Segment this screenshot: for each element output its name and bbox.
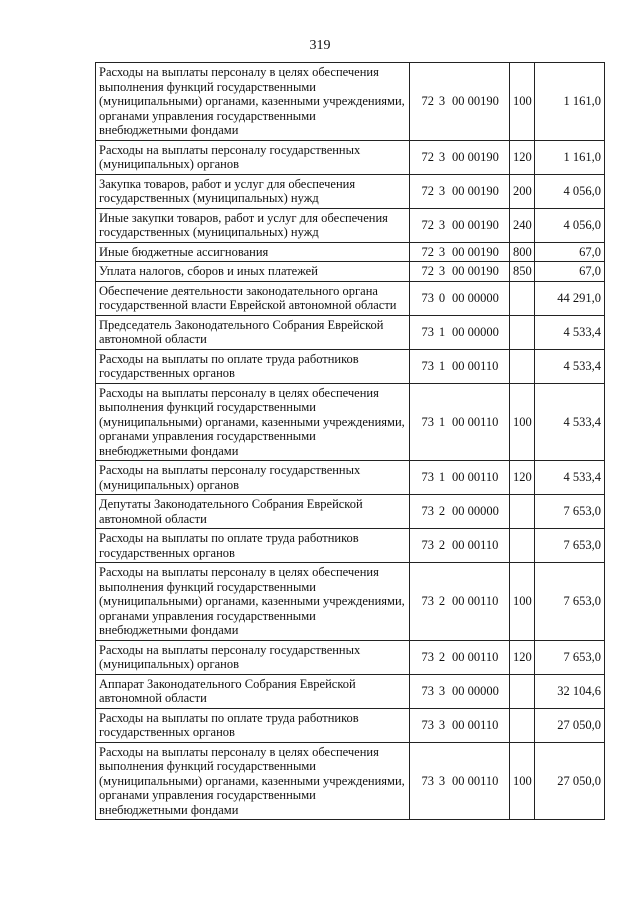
program-code: 73: [421, 649, 434, 664]
expense-type-cell: 100: [510, 63, 535, 141]
program-code: 72: [421, 264, 434, 278]
expense-type-cell: [510, 495, 535, 529]
subprogram-code: 2: [438, 504, 446, 519]
program-code: 72: [421, 183, 434, 198]
target-article-code-cell: [410, 174, 510, 208]
amount-cell: 7 653,0: [535, 640, 605, 674]
expense-type-cell: [510, 315, 535, 349]
expense-type-cell: 120: [510, 461, 535, 495]
program-code: 73: [421, 773, 434, 788]
expense-name-cell: Расходы на выплаты персоналу в целях обеспечения выполнения функций государственными (муниципальными) органами, казенными учреждениями, органами управления государственными внебюджетными фондами: [96, 563, 410, 641]
target-article-code-cell: [410, 674, 510, 708]
amount-cell: 4 533,4: [535, 461, 605, 495]
subprogram-code: 1: [438, 324, 446, 339]
table-row: [96, 208, 605, 242]
table-row: [96, 529, 605, 563]
target-article-code-cell: [410, 140, 510, 174]
expense-type-cell: 240: [510, 208, 535, 242]
amount-cell: 4 056,0: [535, 208, 605, 242]
target-article-code-cell: [410, 208, 510, 242]
amount-cell: 4 533,4: [535, 315, 605, 349]
program-code: 73: [421, 504, 434, 519]
target-article-code-cell: [410, 242, 510, 262]
table-row: [96, 281, 605, 315]
table-row: [96, 383, 605, 461]
expense-type-cell: 800: [510, 242, 535, 262]
subprogram-code: 3: [438, 264, 446, 278]
direction-code: 00 00110: [452, 717, 499, 732]
subprogram-code: 1: [438, 414, 446, 429]
table-row: [96, 349, 605, 383]
expense-type-cell: 200: [510, 174, 535, 208]
target-article-code-cell: [410, 262, 510, 282]
expense-type-cell: 120: [510, 140, 535, 174]
expense-type-cell: [510, 529, 535, 563]
program-code: 72: [421, 217, 434, 232]
direction-code: 00 00000: [452, 324, 499, 339]
table-row: [96, 63, 605, 141]
direction-code: 00 00000: [452, 683, 499, 698]
expense-type-cell: [510, 708, 535, 742]
amount-cell: 1 161,0: [535, 140, 605, 174]
expense-type-cell: [510, 281, 535, 315]
expense-type-cell: 100: [510, 742, 535, 820]
page-number: 319: [309, 38, 331, 53]
program-code: 72: [421, 94, 434, 108]
target-article-code-cell: [410, 383, 510, 461]
expense-name-cell: Расходы на выплаты персоналу государственных (муниципальных) органов: [96, 640, 410, 674]
amount-cell: 7 653,0: [535, 529, 605, 563]
table-row: [96, 640, 605, 674]
direction-code: 00 00190: [452, 244, 499, 259]
subprogram-code: 2: [438, 649, 446, 664]
direction-code: 00 00110: [452, 538, 499, 553]
subprogram-code: 3: [438, 183, 446, 198]
amount-cell: 32 104,6: [535, 674, 605, 708]
expense-name-cell: Расходы на выплаты персоналу в целях обеспечения выполнения функций государственными (муниципальными) органами, казенными учреждениями, органами управления государственными внебюджетными фондами: [96, 63, 410, 141]
program-code: 73: [421, 290, 434, 305]
subprogram-code: 1: [438, 470, 446, 485]
amount-cell: 27 050,0: [535, 742, 605, 820]
program-code: 73: [421, 683, 434, 698]
expense-name-cell: Расходы на выплаты персоналу государственных (муниципальных) органов: [96, 140, 410, 174]
target-article-code-cell: [410, 315, 510, 349]
table-row: [96, 174, 605, 208]
amount-cell: 67,0: [535, 242, 605, 262]
direction-code: 00 00190: [452, 183, 499, 198]
table-row: [96, 461, 605, 495]
expense-type-cell: 100: [510, 563, 535, 641]
direction-code: 00 00190: [452, 264, 499, 278]
expense-name-cell: Аппарат Законодательного Собрания Еврейской автономной области: [96, 674, 410, 708]
direction-code: 00 00000: [452, 504, 499, 519]
amount-cell: 4 533,4: [535, 383, 605, 461]
target-article-code-cell: [410, 349, 510, 383]
expense-type-cell: 100: [510, 383, 535, 461]
program-code: 72: [421, 149, 434, 164]
table-row: [96, 262, 605, 282]
subprogram-code: 1: [438, 358, 446, 373]
expense-name-cell: Расходы на выплаты по оплате труда работников государственных органов: [96, 708, 410, 742]
amount-cell: 67,0: [535, 262, 605, 282]
amount-cell: 1 161,0: [535, 63, 605, 141]
target-article-code-cell: [410, 281, 510, 315]
amount-cell: 4 056,0: [535, 174, 605, 208]
expense-type-cell: 850: [510, 262, 535, 282]
target-article-code-cell: [410, 495, 510, 529]
table-row: [96, 495, 605, 529]
direction-code: 00 00110: [452, 414, 499, 429]
subprogram-code: 0: [438, 290, 446, 305]
expense-name-cell: Расходы на выплаты по оплате труда работников государственных органов: [96, 529, 410, 563]
target-article-code-cell: [410, 63, 510, 141]
direction-code: 00 00190: [452, 149, 499, 164]
expense-name-cell: Иные закупки товаров, работ и услуг для обеспечения государственных (муниципальных) нужд: [96, 208, 410, 242]
expense-name-cell: Расходы на выплаты персоналу в целях обеспечения выполнения функций государственными (муниципальными) органами, казенными учреждениями, органами управления государственными внебюджетными фондами: [96, 383, 410, 461]
expense-name-cell: Расходы на выплаты персоналу государственных (муниципальных) органов: [96, 461, 410, 495]
program-code: 73: [421, 414, 434, 429]
program-code: 73: [421, 594, 434, 608]
expense-name-cell: Расходы на выплаты по оплате труда работников государственных органов: [96, 349, 410, 383]
table-row: [96, 708, 605, 742]
subprogram-code: 2: [438, 538, 446, 553]
subprogram-code: 3: [438, 683, 446, 698]
expense-name-cell: Депутаты Законодательного Собрания Еврейской автономной области: [96, 495, 410, 529]
amount-cell: 4 533,4: [535, 349, 605, 383]
expense-type-cell: 120: [510, 640, 535, 674]
table-row: [96, 742, 605, 820]
table-row: [96, 563, 605, 641]
amount-cell: 7 653,0: [535, 495, 605, 529]
subprogram-code: 2: [438, 594, 446, 608]
expense-name-cell: Закупка товаров, работ и услуг для обеспечения государственных (муниципальных) нужд: [96, 174, 410, 208]
program-code: 72: [421, 244, 434, 259]
amount-cell: 7 653,0: [535, 563, 605, 641]
target-article-code-cell: [410, 461, 510, 495]
program-code: 73: [421, 324, 434, 339]
direction-code: 00 00110: [452, 594, 499, 608]
subprogram-code: 3: [438, 217, 446, 232]
subprogram-code: 3: [438, 773, 446, 788]
table-row: [96, 674, 605, 708]
budget-table-body: [96, 63, 605, 820]
target-article-code-cell: [410, 742, 510, 820]
direction-code: 00 00000: [452, 290, 499, 305]
direction-code: 00 00110: [452, 358, 499, 373]
budget-table: [95, 62, 605, 820]
amount-cell: 27 050,0: [535, 708, 605, 742]
expense-name-cell: Расходы на выплаты персоналу в целях обеспечения выполнения функций государственными (муниципальными) органами, казенными учреждениями, органами управления государственными внебюджетными фондами: [96, 742, 410, 820]
subprogram-code: 3: [438, 717, 446, 732]
table-row: [96, 315, 605, 349]
direction-code: 00 00190: [452, 94, 499, 108]
expense-name-cell: Председатель Законодательного Собрания Еврейской автономной области: [96, 315, 410, 349]
amount-cell: 44 291,0: [535, 281, 605, 315]
expense-name-cell: Иные бюджетные ассигнования: [96, 242, 410, 262]
program-code: 73: [421, 538, 434, 553]
program-code: 73: [421, 717, 434, 732]
direction-code: 00 00190: [452, 217, 499, 232]
target-article-code-cell: [410, 640, 510, 674]
table-row: [96, 242, 605, 262]
expense-type-cell: [510, 349, 535, 383]
subprogram-code: 3: [438, 149, 446, 164]
subprogram-code: 3: [438, 244, 446, 259]
expense-name-cell: Уплата налогов, сборов и иных платежей: [96, 262, 410, 282]
table-row: [96, 140, 605, 174]
program-code: 73: [421, 358, 434, 373]
target-article-code-cell: [410, 563, 510, 641]
expense-type-cell: [510, 674, 535, 708]
program-code: 73: [421, 470, 434, 485]
expense-name-cell: Обеспечение деятельности законодательного органа государственной власти Еврейской автономной области: [96, 281, 410, 315]
direction-code: 00 00110: [452, 470, 499, 485]
target-article-code-cell: [410, 708, 510, 742]
direction-code: 00 00110: [452, 773, 499, 788]
direction-code: 00 00110: [452, 649, 499, 664]
target-article-code-cell: [410, 529, 510, 563]
subprogram-code: 3: [438, 94, 446, 108]
